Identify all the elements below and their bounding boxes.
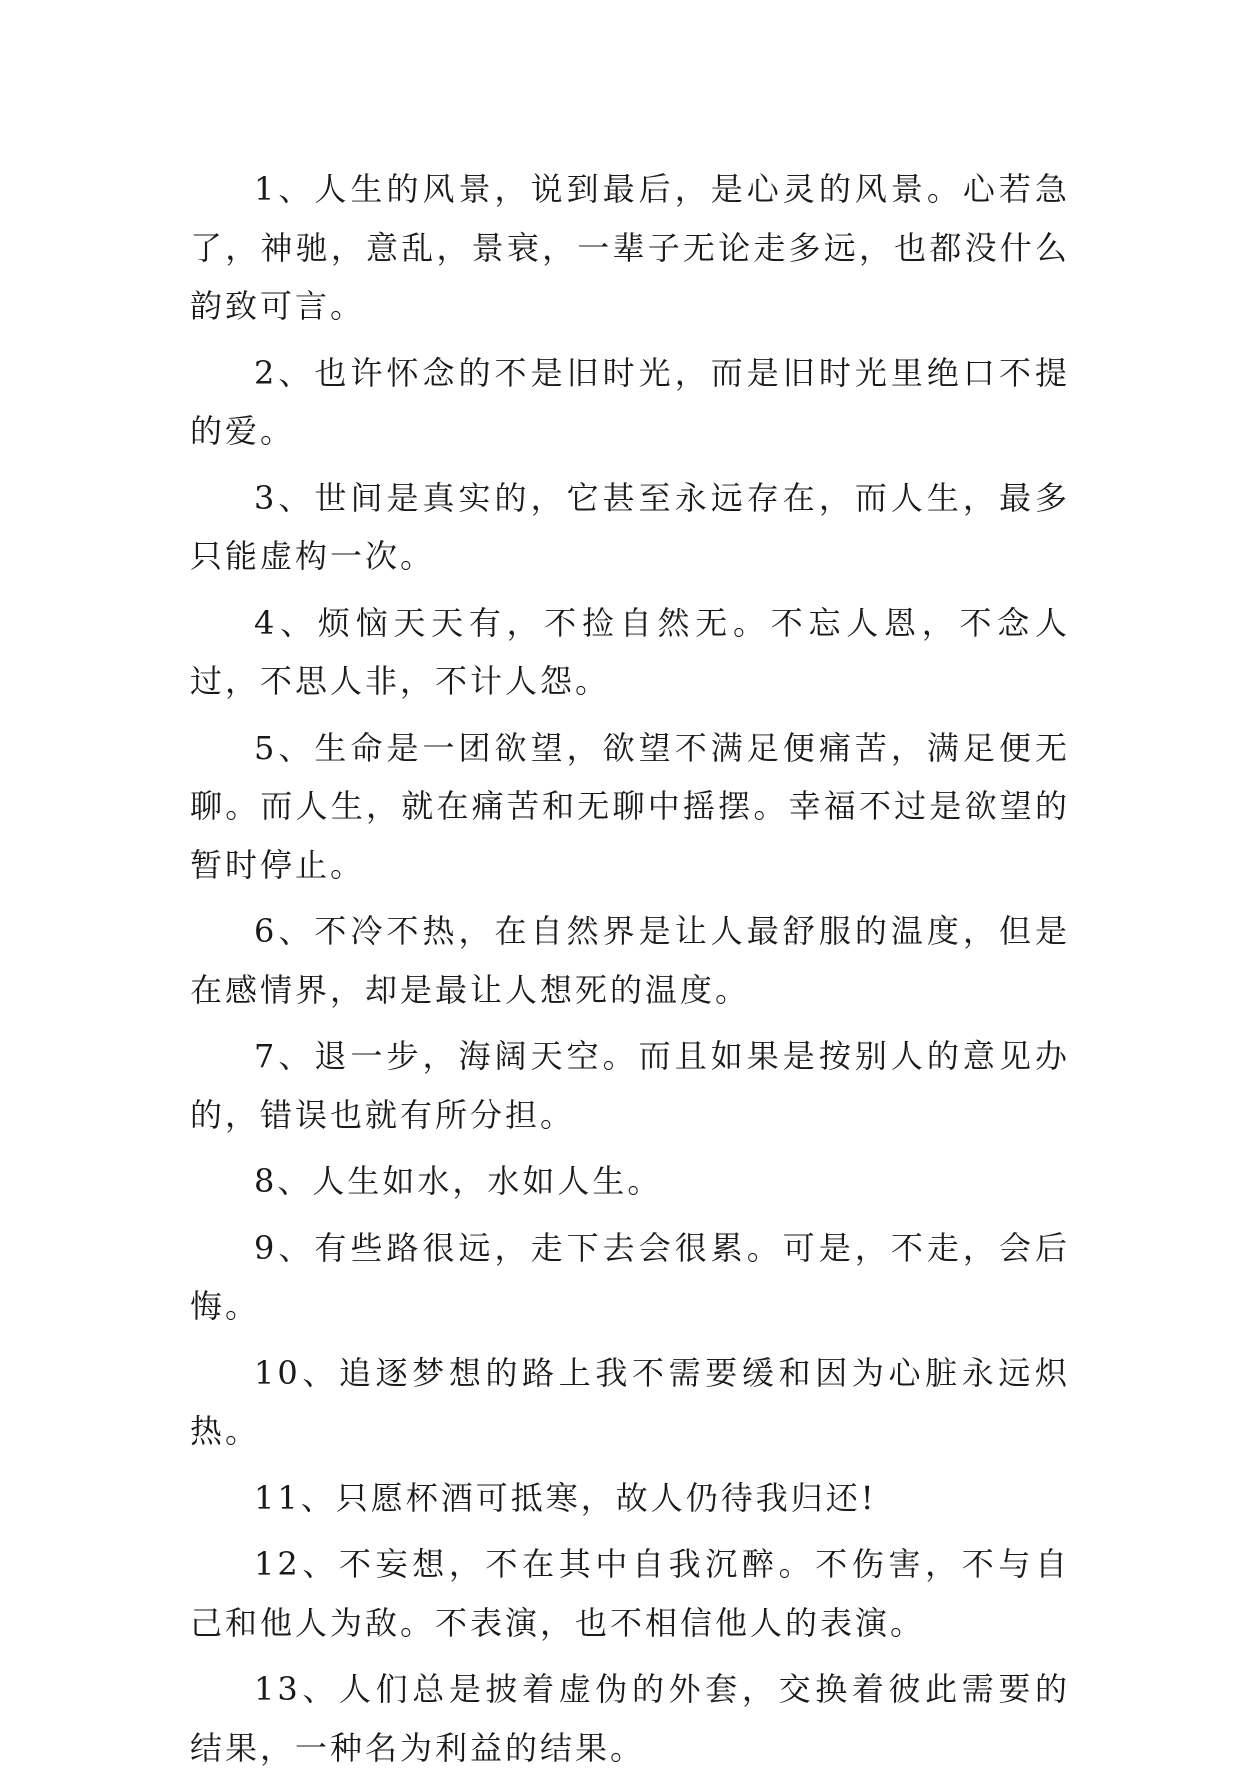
paragraph-2: 2、也许怀念的不是旧时光，而是旧时光里绝口不提的爱。 [190,353,1070,450]
paragraph-13: 13、人们总是披着虚伪的外套，交换着彼此需要的结果，一种名为利益的结果。 [190,1670,1070,1767]
paragraph-10: 10、追逐梦想的路上我不需要缓和因为心脏永远炽热。 [190,1353,1070,1450]
paragraph-8: 8、人生如水，水如人生。 [254,1162,663,1200]
paragraph-9: 9、有些路很远，走下去会很累。可是，不走，会后悔。 [190,1228,1070,1325]
paragraph-1: 1、人生的风景，说到最后，是心灵的风景。心若急了，神驰，意乱，景衰，一辈子无论走多远，也都没什么韵致可言。 [190,170,1070,325]
paragraph-12: 12、不妄想，不在其中自我沉醉。不伤害，不与自己和他人为敌。不表演，也不相信他人的表演。 [190,1545,1070,1642]
paragraph-4: 4、烦恼天天有，不捡自然无。不忘人恩，不念人过，不思人非，不计人怨。 [190,603,1070,700]
paragraph-7: 7、退一步，海阔天空。而且如果是按别人的意见办的，错误也就有所分担。 [190,1037,1070,1134]
paragraph-5: 5、生命是一团欲望，欲望不满足便痛苦，满足便无聊。而人生，就在痛苦和无聊中摇摆。幸福不过是欲望的暂时停止。 [190,728,1070,884]
paragraph-11: 11、只愿杯酒可抵寒，故人仍待我归还! [254,1478,877,1517]
paragraph-6: 6、不冷不热，在自然界是让人最舒服的温度，但是在感情界，却是最让人想死的温度。 [190,912,1070,1009]
document-body [190,160,1070,1785]
paragraph-3: 3、世间是真实的，它甚至永远存在，而人生，最多只能虚构一次。 [190,478,1070,575]
